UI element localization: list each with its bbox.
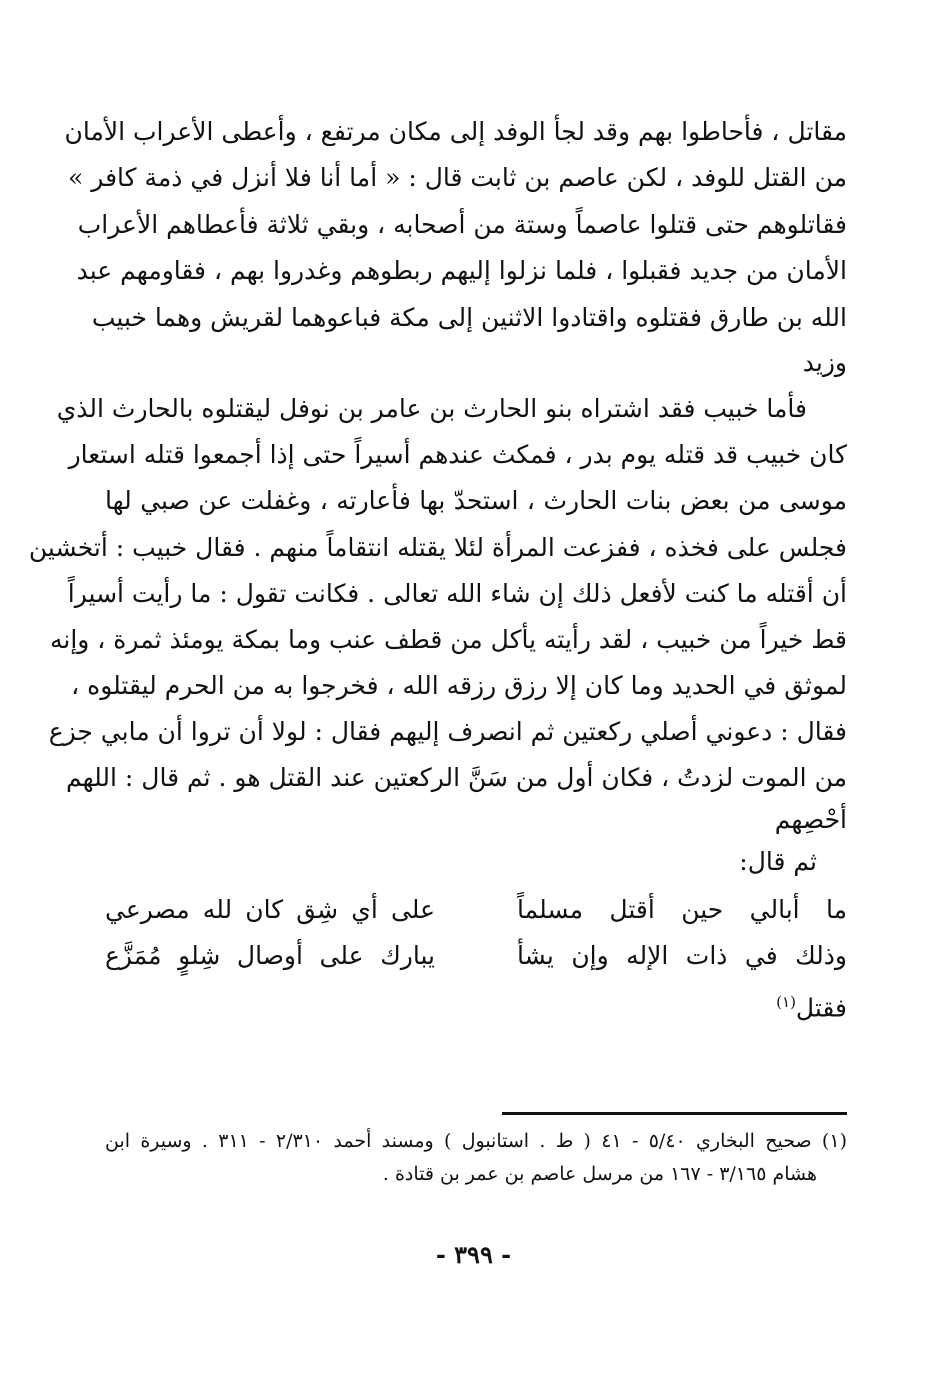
verse-second-hemistich: على أي شِق كان لله مصرعي	[105, 895, 435, 924]
closing-line	[105, 982, 847, 1028]
text-line: أن أقتله ما كنت لأفعل ذلك إن شاء الله تعالى . فكانت تقول : ما رأيت أسيراً	[67, 579, 847, 608]
closing-text: فقتل	[795, 993, 847, 1023]
verse-second-hemistich: يبارك على أوصال شِلوٍ مُمَزَّع	[105, 941, 435, 970]
text-line: موسى من بعض بنات الحارث ، استحدّ بها فأعارته ، وغفلت عن صبي لها	[105, 486, 847, 515]
poem-intro: ثم قال:	[739, 847, 817, 876]
footnote-line: (١) صحيح البخاري ٥/٤٠ - ٤١ ( ط . استانبول ) ومسند أحمد ٢/٣١٠ - ٣١١ . وسيرة ابن	[105, 1130, 847, 1152]
text-line: من الموت لزدتُ ، فكان أول من سَنَّ الركعتين عند القتل هو . ثم قال : اللهم	[65, 763, 847, 792]
verse-first-hemistich: وذلك في ذات الإله وإن يشأ	[517, 941, 847, 970]
text-line: الله بن طارق فقتلوه واقتادوا الاثنين إلى مكة فباعوهما لقريش وهما خبيب	[91, 303, 847, 332]
text-line: أحْصِهم	[774, 805, 847, 834]
footnote-separator	[502, 1112, 847, 1115]
paragraph-start-line: فأما خبيب فقد اشتراه بنو الحارث بن عامر بن نوفل ليقتلوه بالحارث الذي	[56, 394, 807, 423]
text-line: من القتل للوفد ، لكن عاصم بن ثابت قال : « أما أنا فلا أنزل في ذمة كافر »	[68, 163, 847, 192]
text-line: فقاتلوهم حتى قتلوا عاصماً وستة من أصحابه ، وبقي ثلاثة فأعطاهم الأعراب	[77, 210, 847, 239]
footnote-line: هشام ٣/١٦٥ - ١٦٧ من مرسل عاصم بن عمر بن قتادة .	[382, 1163, 817, 1185]
verse-line	[105, 936, 847, 976]
footnote-reference: (١)	[776, 993, 796, 1011]
text-line: فجلس على فخذه ، ففزعت المرأة لئلا يقتله انتقاماً منهم . فقال خبيب : أتخشين	[28, 533, 847, 562]
text-line: لموثق في الحديد وما كان إلا رزق رزقه الله ، فخرجوا به من الحرم ليقتلوه ،	[71, 671, 847, 700]
text-line: وزيد	[802, 348, 847, 377]
text-line: قط خيراً من خبيب ، لقد رأيته يأكل من قطف عنب وما بمكة يومئذ ثمرة ، وإنه	[49, 625, 847, 654]
text-line: الأمان من جديد فقبلوا ، فلما نزلوا إليهم ربطوهم وغدروا بهم ، فقاومهم عبد	[76, 256, 847, 285]
text-line: كان خبيب قد قتله يوم بدر ، فمكث عندهم أسيراً حتى إذا أجمعوا قتله استعار	[68, 440, 847, 469]
verse-first-hemistich: ما أبالي حين أقتل مسلماً	[517, 895, 847, 924]
text-line: فقال : دعوني أصلي ركعتين ثم انصرف إليهم فقال : لولا أن تروا أن مابي جزع	[48, 717, 847, 746]
page-number: - ٣٩٩ -	[435, 1240, 512, 1269]
text-line: مقاتل ، فأحاطوا بهم وقد لجأ الوفد إلى مكان مرتفع ، وأعطى الأعراب الأمان	[64, 117, 847, 146]
verse-line	[105, 890, 847, 930]
